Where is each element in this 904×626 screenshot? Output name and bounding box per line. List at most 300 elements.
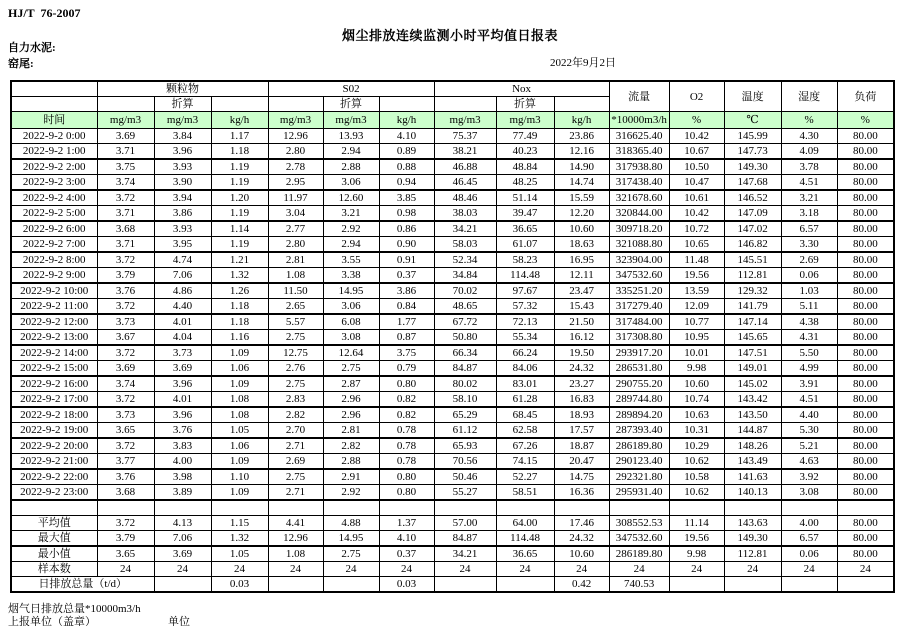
o2-header: O2	[669, 81, 724, 112]
value-cell: 10.72	[669, 221, 724, 237]
empty-cell	[496, 500, 554, 516]
monitoring-table	[10, 80, 895, 593]
unit-cell: ℃	[724, 112, 781, 129]
value-cell: 12.96	[268, 129, 323, 144]
value-cell: 16.95	[554, 252, 609, 268]
hourly-data-row	[11, 438, 894, 454]
value-cell: 3.91	[781, 376, 837, 392]
spacer-row	[11, 500, 894, 516]
value-cell: 1.09	[211, 376, 268, 392]
value-cell: 0.82	[379, 407, 434, 423]
value-cell: 0.86	[379, 221, 434, 237]
value-cell: 4.74	[154, 252, 211, 268]
value-cell: 3.89	[154, 485, 211, 501]
value-cell: 2.75	[268, 376, 323, 392]
value-cell: 10.60	[669, 376, 724, 392]
value-cell: 3.72	[97, 392, 154, 408]
value-cell: 3.73	[97, 407, 154, 423]
value-cell: 3.83	[154, 438, 211, 454]
daily-total-value-cell	[724, 577, 781, 593]
time-cell: 2022-9-2 7:00	[11, 237, 97, 253]
value-cell: 80.00	[837, 423, 894, 439]
value-cell: 80.00	[837, 330, 894, 346]
unit-cell: mg/m3	[434, 112, 496, 129]
value-cell: 12.60	[323, 190, 379, 206]
value-cell: 36.65	[496, 221, 554, 237]
hourly-data-row	[11, 144, 894, 160]
value-cell: 145.51	[724, 252, 781, 268]
value-cell: 2.71	[268, 438, 323, 454]
time-cell: 2022-9-2 12:00	[11, 314, 97, 330]
value-cell: 2.77	[268, 221, 323, 237]
value-cell: 70.02	[434, 283, 496, 299]
summary-value-cell: 34.21	[434, 546, 496, 562]
value-cell: 3.71	[97, 237, 154, 253]
value-cell: 23.86	[554, 129, 609, 144]
value-cell: 3.98	[154, 469, 211, 485]
value-cell: 10.62	[669, 485, 724, 501]
value-cell: 15.43	[554, 299, 609, 315]
pm-converted-header: 折算	[154, 97, 211, 112]
value-cell: 3.77	[97, 454, 154, 470]
value-cell: 66.24	[496, 345, 554, 361]
value-cell: 3.94	[154, 190, 211, 206]
summary-value-cell: 24	[781, 562, 837, 577]
value-cell: 4.86	[154, 283, 211, 299]
value-cell: 18.93	[554, 407, 609, 423]
value-cell: 80.00	[837, 237, 894, 253]
company-name: 自力水泥:	[8, 42, 56, 54]
value-cell: 55.34	[496, 330, 554, 346]
value-cell: 309718.20	[609, 221, 669, 237]
value-cell: 5.50	[781, 345, 837, 361]
value-cell: 67.26	[496, 438, 554, 454]
value-cell: 147.68	[724, 175, 781, 191]
value-cell: 3.04	[268, 206, 323, 222]
summary-value-cell: 4.41	[268, 516, 323, 531]
value-cell: 23.47	[554, 283, 609, 299]
value-cell: 1.10	[211, 469, 268, 485]
value-cell: 3.76	[97, 283, 154, 299]
value-cell: 0.89	[379, 144, 434, 160]
value-cell: 4.01	[154, 392, 211, 408]
value-cell: 0.91	[379, 252, 434, 268]
value-cell: 70.56	[434, 454, 496, 470]
value-cell: 2.71	[268, 485, 323, 501]
value-cell: 61.12	[434, 423, 496, 439]
summary-value-cell: 308552.53	[609, 516, 669, 531]
hourly-data-row	[11, 175, 894, 191]
value-cell: 10.42	[669, 206, 724, 222]
value-cell: 3.86	[379, 283, 434, 299]
value-cell: 10.47	[669, 175, 724, 191]
value-cell: 3.69	[97, 129, 154, 144]
value-cell: 2.78	[268, 159, 323, 175]
value-cell: 4.04	[154, 330, 211, 346]
summary-value-cell: 11.14	[669, 516, 724, 531]
value-cell: 20.47	[554, 454, 609, 470]
value-cell: 10.50	[669, 159, 724, 175]
empty-cell	[609, 500, 669, 516]
time-cell: 2022-9-2 2:00	[11, 159, 97, 175]
value-cell: 80.00	[837, 376, 894, 392]
hourly-data-row	[11, 129, 894, 144]
value-cell: 80.00	[837, 268, 894, 284]
value-cell: 12.75	[268, 345, 323, 361]
value-cell: 97.67	[496, 283, 554, 299]
value-cell: 80.00	[837, 159, 894, 175]
value-cell: 141.79	[724, 299, 781, 315]
value-cell: 48.84	[496, 159, 554, 175]
empty-cell	[554, 500, 609, 516]
value-cell: 16.83	[554, 392, 609, 408]
value-cell: 3.30	[781, 237, 837, 253]
so2-group-header: S02	[268, 81, 434, 97]
report-date: 2022年9月2日	[550, 57, 616, 69]
unit-cell: %	[669, 112, 724, 129]
value-cell: 0.80	[379, 376, 434, 392]
value-cell: 11.48	[669, 252, 724, 268]
value-cell: 3.93	[154, 221, 211, 237]
value-cell: 0.94	[379, 175, 434, 191]
summary-value-cell: 4.88	[323, 516, 379, 531]
value-cell: 3.72	[97, 299, 154, 315]
hourly-data-row	[11, 454, 894, 470]
value-cell: 3.78	[781, 159, 837, 175]
value-cell: 68.45	[496, 407, 554, 423]
value-cell: 3.92	[781, 469, 837, 485]
time-cell: 2022-9-2 6:00	[11, 221, 97, 237]
value-cell: 0.80	[379, 485, 434, 501]
value-cell: 1.17	[211, 129, 268, 144]
value-cell: 51.14	[496, 190, 554, 206]
value-cell: 318365.40	[609, 144, 669, 160]
daily-total-value-cell	[496, 577, 554, 593]
value-cell: 0.88	[379, 159, 434, 175]
summary-value-cell: 19.56	[669, 531, 724, 547]
summary-value-cell: 24	[837, 562, 894, 577]
value-cell: 0.90	[379, 237, 434, 253]
value-cell: 1.18	[211, 299, 268, 315]
value-cell: 5.11	[781, 299, 837, 315]
value-cell: 4.31	[781, 330, 837, 346]
value-cell: 147.73	[724, 144, 781, 160]
value-cell: 3.95	[154, 237, 211, 253]
value-cell: 3.06	[323, 175, 379, 191]
value-cell: 13.59	[669, 283, 724, 299]
value-cell: 39.47	[496, 206, 554, 222]
unit-cell: mg/m3	[268, 112, 323, 129]
value-cell: 2.82	[323, 438, 379, 454]
value-cell: 80.00	[837, 129, 894, 144]
unit-cell: %	[837, 112, 894, 129]
value-cell: 80.00	[837, 345, 894, 361]
value-cell: 0.87	[379, 330, 434, 346]
value-cell: 34.21	[434, 221, 496, 237]
empty-cell	[97, 500, 154, 516]
value-cell: 80.00	[837, 175, 894, 191]
value-cell: 1.06	[211, 361, 268, 377]
value-cell: 3.08	[781, 485, 837, 501]
time-cell: 2022-9-2 18:00	[11, 407, 97, 423]
daily-total-value-cell: 0.03	[379, 577, 434, 593]
value-cell: 12.09	[669, 299, 724, 315]
value-cell: 80.00	[837, 144, 894, 160]
value-cell: 80.00	[837, 299, 894, 315]
time-cell: 2022-9-2 21:00	[11, 454, 97, 470]
value-cell: 10.65	[669, 237, 724, 253]
value-cell: 2.92	[323, 221, 379, 237]
summary-value-cell: 9.98	[669, 546, 724, 562]
value-cell: 293917.20	[609, 345, 669, 361]
value-cell: 145.65	[724, 330, 781, 346]
value-cell: 58.10	[434, 392, 496, 408]
value-cell: 323904.00	[609, 252, 669, 268]
value-cell: 40.23	[496, 144, 554, 160]
value-cell: 1.03	[781, 283, 837, 299]
value-cell: 144.87	[724, 423, 781, 439]
value-cell: 3.65	[97, 423, 154, 439]
value-cell: 1.20	[211, 190, 268, 206]
value-cell: 58.51	[496, 485, 554, 501]
hourly-data-row	[11, 345, 894, 361]
value-cell: 80.00	[837, 438, 894, 454]
nox-group-header: Nox	[434, 81, 609, 97]
value-cell: 1.21	[211, 252, 268, 268]
time-header: 时间	[11, 112, 97, 129]
value-cell: 2.96	[323, 392, 379, 408]
summary-value-cell: 0.06	[781, 546, 837, 562]
value-cell: 1.14	[211, 221, 268, 237]
hourly-data-row	[11, 423, 894, 439]
summary-value-cell: 3.79	[97, 531, 154, 547]
value-cell: 16.36	[554, 485, 609, 501]
summary-value-cell: 3.65	[97, 546, 154, 562]
hourly-data-row	[11, 159, 894, 175]
value-cell: 5.30	[781, 423, 837, 439]
summary-value-cell: 0.37	[379, 546, 434, 562]
value-cell: 143.49	[724, 454, 781, 470]
value-cell: 6.08	[323, 314, 379, 330]
summary-value-cell: 1.32	[211, 531, 268, 547]
summary-value-cell: 24	[211, 562, 268, 577]
summary-value-cell: 24	[97, 562, 154, 577]
value-cell: 38.03	[434, 206, 496, 222]
value-cell: 10.31	[669, 423, 724, 439]
value-cell: 2.94	[323, 237, 379, 253]
value-cell: 2.96	[323, 407, 379, 423]
summary-value-cell: 1.15	[211, 516, 268, 531]
value-cell: 72.13	[496, 314, 554, 330]
value-cell: 3.69	[97, 361, 154, 377]
corner-cell	[11, 81, 97, 97]
value-cell: 58.23	[496, 252, 554, 268]
value-cell: 4.01	[154, 314, 211, 330]
value-cell: 147.14	[724, 314, 781, 330]
summary-value-cell: 143.63	[724, 516, 781, 531]
summary-value-cell: 24.32	[554, 531, 609, 547]
value-cell: 80.00	[837, 190, 894, 206]
value-cell: 61.07	[496, 237, 554, 253]
value-cell: 18.87	[554, 438, 609, 454]
hourly-data-row	[11, 407, 894, 423]
value-cell: 4.40	[154, 299, 211, 315]
summary-value-cell: 6.57	[781, 531, 837, 547]
summary-value-cell: 24	[379, 562, 434, 577]
empty-cell	[837, 500, 894, 516]
value-cell: 289744.80	[609, 392, 669, 408]
time-cell: 2022-9-2 17:00	[11, 392, 97, 408]
value-cell: 3.18	[781, 206, 837, 222]
value-cell: 0.37	[379, 268, 434, 284]
time-cell: 2022-9-2 0:00	[11, 129, 97, 144]
value-cell: 48.46	[434, 190, 496, 206]
value-cell: 12.16	[554, 144, 609, 160]
value-cell: 114.48	[496, 268, 554, 284]
summary-label: 平均值	[11, 516, 97, 531]
value-cell: 4.00	[154, 454, 211, 470]
time-cell: 2022-9-2 22:00	[11, 469, 97, 485]
value-cell: 0.84	[379, 299, 434, 315]
summary-value-cell: 7.06	[154, 531, 211, 547]
value-cell: 19.50	[554, 345, 609, 361]
value-cell: 143.50	[724, 407, 781, 423]
value-cell: 3.75	[379, 345, 434, 361]
value-cell: 145.02	[724, 376, 781, 392]
value-cell: 320844.00	[609, 206, 669, 222]
value-cell: 317938.80	[609, 159, 669, 175]
daily-total-value-cell: 0.42	[554, 577, 609, 593]
value-cell: 4.51	[781, 392, 837, 408]
value-cell: 3.76	[154, 423, 211, 439]
summary-value-cell: 14.95	[323, 531, 379, 547]
value-cell: 52.27	[496, 469, 554, 485]
footer-unit-label: 单位	[168, 616, 190, 626]
value-cell: 3.74	[97, 376, 154, 392]
summary-value-cell: 24	[724, 562, 781, 577]
value-cell: 295931.40	[609, 485, 669, 501]
summary-label: 最小值	[11, 546, 97, 562]
value-cell: 3.86	[154, 206, 211, 222]
unit-cell: mg/m3	[496, 112, 554, 129]
value-cell: 46.45	[434, 175, 496, 191]
humidity-header: 湿度	[781, 81, 837, 112]
hourly-data-row	[11, 237, 894, 253]
value-cell: 141.63	[724, 469, 781, 485]
value-cell: 14.75	[554, 469, 609, 485]
hourly-data-row	[11, 376, 894, 392]
value-cell: 10.95	[669, 330, 724, 346]
value-cell: 3.84	[154, 129, 211, 144]
value-cell: 66.34	[434, 345, 496, 361]
value-cell: 145.99	[724, 129, 781, 144]
summary-row	[11, 531, 894, 547]
value-cell: 1.09	[211, 345, 268, 361]
value-cell: 147.02	[724, 221, 781, 237]
summary-value-cell: 347532.60	[609, 531, 669, 547]
summary-value-cell: 24	[154, 562, 211, 577]
time-cell: 2022-9-2 13:00	[11, 330, 97, 346]
empty-subheader	[379, 97, 434, 112]
value-cell: 1.06	[211, 438, 268, 454]
value-cell: 3.08	[323, 330, 379, 346]
value-cell: 3.72	[97, 345, 154, 361]
empty-cell	[669, 500, 724, 516]
value-cell: 4.30	[781, 129, 837, 144]
empty-subheader	[97, 97, 154, 112]
value-cell: 3.75	[97, 159, 154, 175]
value-cell: 2.75	[268, 330, 323, 346]
value-cell: 17.57	[554, 423, 609, 439]
value-cell: 80.00	[837, 314, 894, 330]
summary-value-cell: 4.13	[154, 516, 211, 531]
empty-cell	[434, 500, 496, 516]
value-cell: 11.50	[268, 283, 323, 299]
footer-flue-total: 烟气日排放总量*10000m3/h	[8, 603, 141, 615]
summary-label: 最大值	[11, 531, 97, 547]
value-cell: 15.59	[554, 190, 609, 206]
summary-row	[11, 516, 894, 531]
value-cell: 0.82	[379, 392, 434, 408]
value-cell: 1.08	[211, 392, 268, 408]
value-cell: 10.63	[669, 407, 724, 423]
value-cell: 3.73	[97, 314, 154, 330]
value-cell: 3.93	[154, 159, 211, 175]
empty-cell	[268, 500, 323, 516]
value-cell: 80.00	[837, 469, 894, 485]
daily-total-value-cell	[434, 577, 496, 593]
value-cell: 12.11	[554, 268, 609, 284]
value-cell: 1.09	[211, 485, 268, 501]
summary-value-cell: 57.00	[434, 516, 496, 531]
value-cell: 2.75	[323, 361, 379, 377]
value-cell: 3.72	[97, 190, 154, 206]
footer-reporting-unit: 上报单位（盖章）	[8, 616, 96, 626]
value-cell: 147.51	[724, 345, 781, 361]
empty-subheader	[434, 97, 496, 112]
value-cell: 1.19	[211, 175, 268, 191]
value-cell: 4.38	[781, 314, 837, 330]
value-cell: 21.50	[554, 314, 609, 330]
value-cell: 48.65	[434, 299, 496, 315]
value-cell: 1.08	[211, 407, 268, 423]
hourly-data-row	[11, 392, 894, 408]
value-cell: 286189.80	[609, 438, 669, 454]
empty-cell	[11, 500, 97, 516]
value-cell: 0.98	[379, 206, 434, 222]
unit-cell: *10000m3/h	[609, 112, 669, 129]
value-cell: 0.78	[379, 423, 434, 439]
empty-cell	[724, 500, 781, 516]
value-cell: 3.76	[97, 469, 154, 485]
value-cell: 18.63	[554, 237, 609, 253]
empty-subheader	[268, 97, 323, 112]
value-cell: 3.71	[97, 206, 154, 222]
hourly-data-row	[11, 469, 894, 485]
summary-value-cell: 12.96	[268, 531, 323, 547]
value-cell: 84.06	[496, 361, 554, 377]
value-cell: 143.42	[724, 392, 781, 408]
value-cell: 321678.60	[609, 190, 669, 206]
value-cell: 58.03	[434, 237, 496, 253]
value-cell: 112.81	[724, 268, 781, 284]
value-cell: 4.63	[781, 454, 837, 470]
time-cell: 2022-9-2 3:00	[11, 175, 97, 191]
value-cell: 317308.80	[609, 330, 669, 346]
value-cell: 77.49	[496, 129, 554, 144]
value-cell: 2.88	[323, 159, 379, 175]
hourly-data-row	[11, 361, 894, 377]
